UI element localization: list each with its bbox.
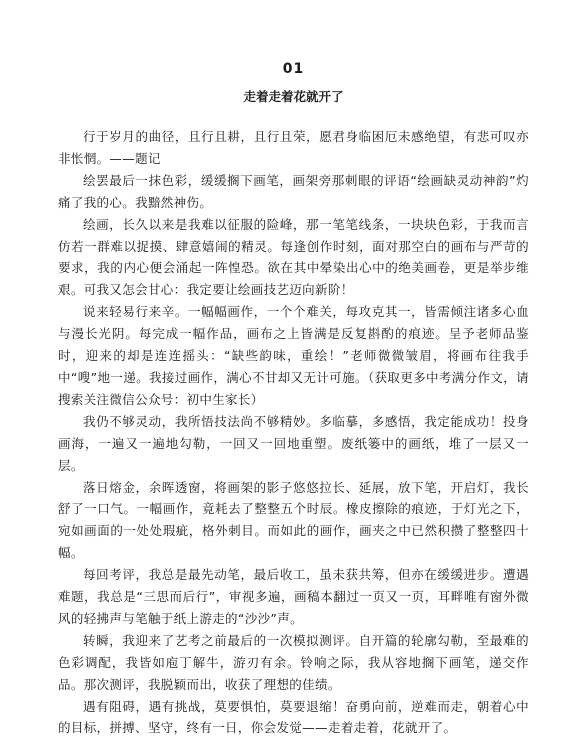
paragraph: 我仍不够灵动，我所悟技法尚不够精妙。多临摹，多感悟，我定能成功！投身画海，一遍又一遍地勾勒，一回又一回地重塑。废纸篓中的画纸，堆了一层又一层。 — [58, 413, 529, 473]
paragraph: 每回考评，我总是最先动笔，最后收工，虽未获共筹，但亦在缓缓进步。遭遇难题，我总是“三思而后行”，审视多遍，画稿本翻过一页又一页，耳畔唯有窗外微风的轻拂声与笔触于纸上游走的“沙沙”声。 — [58, 567, 529, 626]
essay-title: 走着走着花就开了 — [243, 89, 344, 104]
paragraph: 转瞬，我迎来了艺考之前最后的一次模拟测评。自开篇的轮廓勾勒，至最难的色彩调配，我皆如庖丁解牛，游刃有余。铃响之际，我从容地搁下画笔，递交作品。那次测评，我脱颖而出，收获了理想的佳绩。 — [58, 632, 529, 692]
page-number: 01 — [282, 61, 305, 77]
paragraph: 落日熔金，余晖透窗，将画架的影子悠悠拉长、延展，放下笔，开启灯，我长舒了一口气。一幅画作，竟耗去了整整五个时辰。橡皮擦除的痕迹，于灯光之下，宛如画面的一处处瑕疵，格外刺目。而如此的画作，画夹之中已然积攒了整整四十幅。 — [58, 479, 529, 561]
paragraph-closing: 遇有阻碍，遇有挑战，莫要惧怕，莫要退缩！奋勇向前，逆难而走，朝着心中的目标，拼搏、坚守，终有一日，你会发觉——走着走着，花就开了。 — [58, 698, 529, 736]
paragraph: 绘画，长久以来是我难以征服的险峰，那一笔笔线条，一块块色彩，于我而言仿若一群难以捉摸、肆意嬉闹的精灵。每逢创作时刻，面对那空白的画布与严苛的要求，我的内心便会涌起一阵惶恐。欲在其中晕染出心中的绝美画卷，更是举步维艰。可我又怎会甘心：我定要让绘画技艺迈向新阶！ — [58, 216, 529, 298]
paragraph-epigraph: 行于岁月的曲径，且行且耕，且行且荣，愿君身临困厄未感绝望，有悲可叹亦非怅惘。——题记 — [58, 129, 529, 166]
essay-body — [58, 126, 529, 739]
paragraph: 绘罢最后一抹色彩，缓缓搁下画笔，画架旁那刺眼的评语“绘画缺灵动神韵”灼痛了我的心。我黯然神伤。 — [58, 172, 529, 210]
paragraph: 说来轻易行来辛。一幅幅画作，一个个难关，每攻克其一，皆需倾注诸多心血与漫长光阴。每完成一幅作品，画布之上皆满是反复斟酌的痕迹。呈予老师品鉴时，迎来的却是连连摇头：“缺些韵味，重绘！”老师微微皱眉，将画布往我手中“嗖”地一递。我接过画作，满心不甘却又无计可施。（获取更多中考满分作文，请搜索关注微信公众号：初中生家长） — [58, 304, 529, 407]
